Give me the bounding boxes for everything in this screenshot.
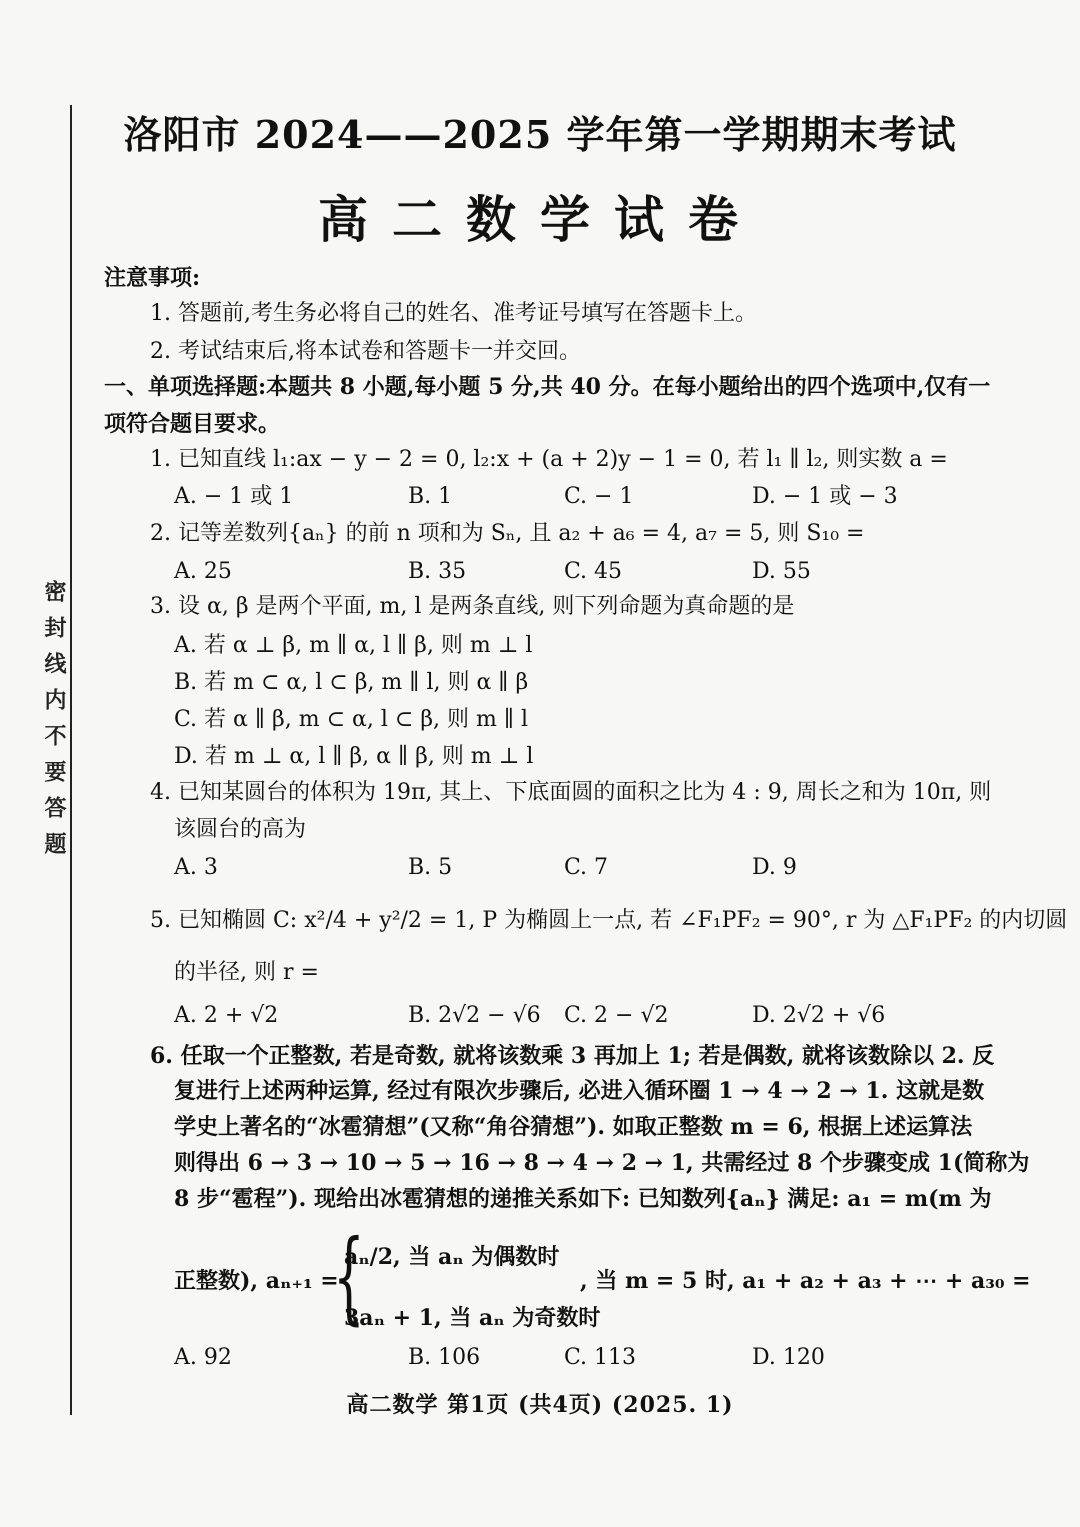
q4-option-a: A. 3 — [174, 855, 218, 880]
q6-option-b: B. 106 — [408, 1345, 481, 1370]
q6-formula-tail: , 当 m = 5 时, a₁ + a₂ + a₃ + ⋯ + a₃₀ = — [580, 1268, 1031, 1294]
q3-option-c: C. 若 α ∥ β, m ⊂ α, l ⊂ β, 则 m ∥ l — [174, 707, 529, 732]
q5-option-b: B. 2√2 − √6 — [408, 1003, 541, 1028]
q4-stem-line1: 4. 已知某圆台的体积为 19π, 其上、下底面圆的面积之比为 4 : 9, 周长之和为 10π, 则 — [150, 780, 992, 805]
q2-stem: 2. 记等差数列{aₙ} 的前 n 项和为 Sₙ, 且 a₂ + a₆ = 4, a₇ = 5, 则 S₁₀ = — [150, 521, 865, 546]
binding-note: 密封线内不要答题 — [41, 580, 67, 868]
q5-options — [174, 1000, 974, 1032]
q1-option-b: B. 1 — [408, 484, 453, 509]
q6-case-even: aₙ/2, 当 aₙ 为偶数时 — [344, 1244, 560, 1270]
notice-item-2: 2. 考试结束后,将本试卷和答题卡一并交回。 — [150, 339, 581, 364]
q3-option-d: D. 若 m ⊥ α, l ∥ β, α ∥ β, 则 m ⊥ l — [174, 744, 534, 769]
q6-line-1: 6. 任取一个正整数, 若是奇数, 就将该数乘 3 再加上 1; 若是偶数, 就将该数除以 2. 反 — [150, 1043, 995, 1069]
q5-option-a: A. 2 + √2 — [174, 1003, 279, 1028]
q5-stem-line2: 的半径, 则 r = — [174, 960, 319, 985]
q2-option-c: C. 45 — [564, 559, 623, 584]
q2-options — [174, 556, 974, 588]
q6-option-a: A. 92 — [174, 1345, 232, 1370]
binding-line — [70, 105, 72, 1415]
q4-option-b: B. 5 — [408, 855, 453, 880]
q2-option-d: D. 55 — [752, 559, 811, 584]
q1-option-d: D. − 1 或 − 3 — [752, 484, 898, 509]
q6-case-brace: { — [333, 1218, 365, 1335]
q4-stem-line2: 该圆台的高为 — [174, 817, 307, 842]
q6-options — [174, 1342, 974, 1374]
section1-intro-line1: 一、单项选择题:本题共 8 小题,每小题 5 分,共 40 分。在每小题给出的四个选项中,仅有一 — [104, 374, 991, 400]
q6-line-3: 学史上著名的“冰雹猜想”(又称“角谷猜想”). 如取正整数 m = 6, 根据上述运算法 — [174, 1114, 973, 1140]
q6-option-c: C. 113 — [564, 1345, 637, 1370]
q2-option-a: A. 25 — [174, 559, 232, 584]
q5-option-d: D. 2√2 + √6 — [752, 1003, 886, 1028]
q6-formula-lead: 正整数), aₙ₊₁ = — [174, 1268, 339, 1294]
page-footer: 高二数学 第1页 (共4页) (2025. 1) — [346, 1392, 734, 1418]
q3-stem: 3. 设 α, β 是两个平面, m, l 是两条直线, 则下列命题为真命题的是 — [150, 594, 795, 619]
q1-options — [174, 481, 974, 513]
q1-stem: 1. 已知直线 l₁:ax − y − 2 = 0, l₂:x + (a + 2)y − 1 = 0, 若 l₁ ∥ l₂, 则实数 a = — [150, 447, 948, 472]
section1-intro-line2: 项符合题目要求。 — [104, 411, 281, 437]
q6-case-odd: 3aₙ + 1, 当 aₙ 为奇数时 — [344, 1305, 601, 1331]
q4-options — [174, 852, 974, 884]
q2-option-b: B. 35 — [408, 559, 467, 584]
q5-stem-line1: 5. 已知椭圆 C: x²/4 + y²/2 = 1, P 为椭圆上一点, 若 ∠F₁PF₂ = 90°, r 为 △F₁PF₂ 的内切圆 — [150, 908, 1068, 933]
q4-option-d: D. 9 — [752, 855, 797, 880]
exam-title: 洛阳市 2024——2025 学年第一学期期末考试 — [123, 112, 957, 157]
q6-option-d: D. 120 — [752, 1345, 825, 1370]
q6-line-2: 复进行上述两种运算, 经过有限次步骤后, 必进入循环圈 1 → 4 → 2 → 1. 这就是数 — [174, 1078, 985, 1104]
q1-option-a: A. − 1 或 1 — [174, 484, 294, 509]
q4-option-c: C. 7 — [564, 855, 609, 880]
q6-line-4: 则得出 6 → 3 → 10 → 5 → 16 → 8 → 4 → 2 → 1, 共需经过 8 个步骤变成 1(简称为 — [174, 1150, 1030, 1176]
q5-option-c: C. 2 − √2 — [564, 1003, 669, 1028]
q1-option-c: C. − 1 — [564, 484, 634, 509]
notice-item-1: 1. 答题前,考生务必将自己的姓名、准考证号填写在答题卡上。 — [150, 301, 757, 326]
q3-option-a: A. 若 α ⊥ β, m ∥ α, l ∥ β, 则 m ⊥ l — [174, 633, 533, 658]
paper-subtitle: 高二数学试卷 — [318, 190, 762, 249]
q6-line-5: 8 步“雹程”). 现给出冰雹猜想的递推关系如下: 已知数列{aₙ} 满足: a₁ = m(m 为 — [174, 1186, 992, 1212]
q3-option-b: B. 若 m ⊂ α, l ⊂ β, m ∥ l, 则 α ∥ β — [174, 670, 529, 695]
notice-heading: 注意事项: — [104, 265, 201, 291]
